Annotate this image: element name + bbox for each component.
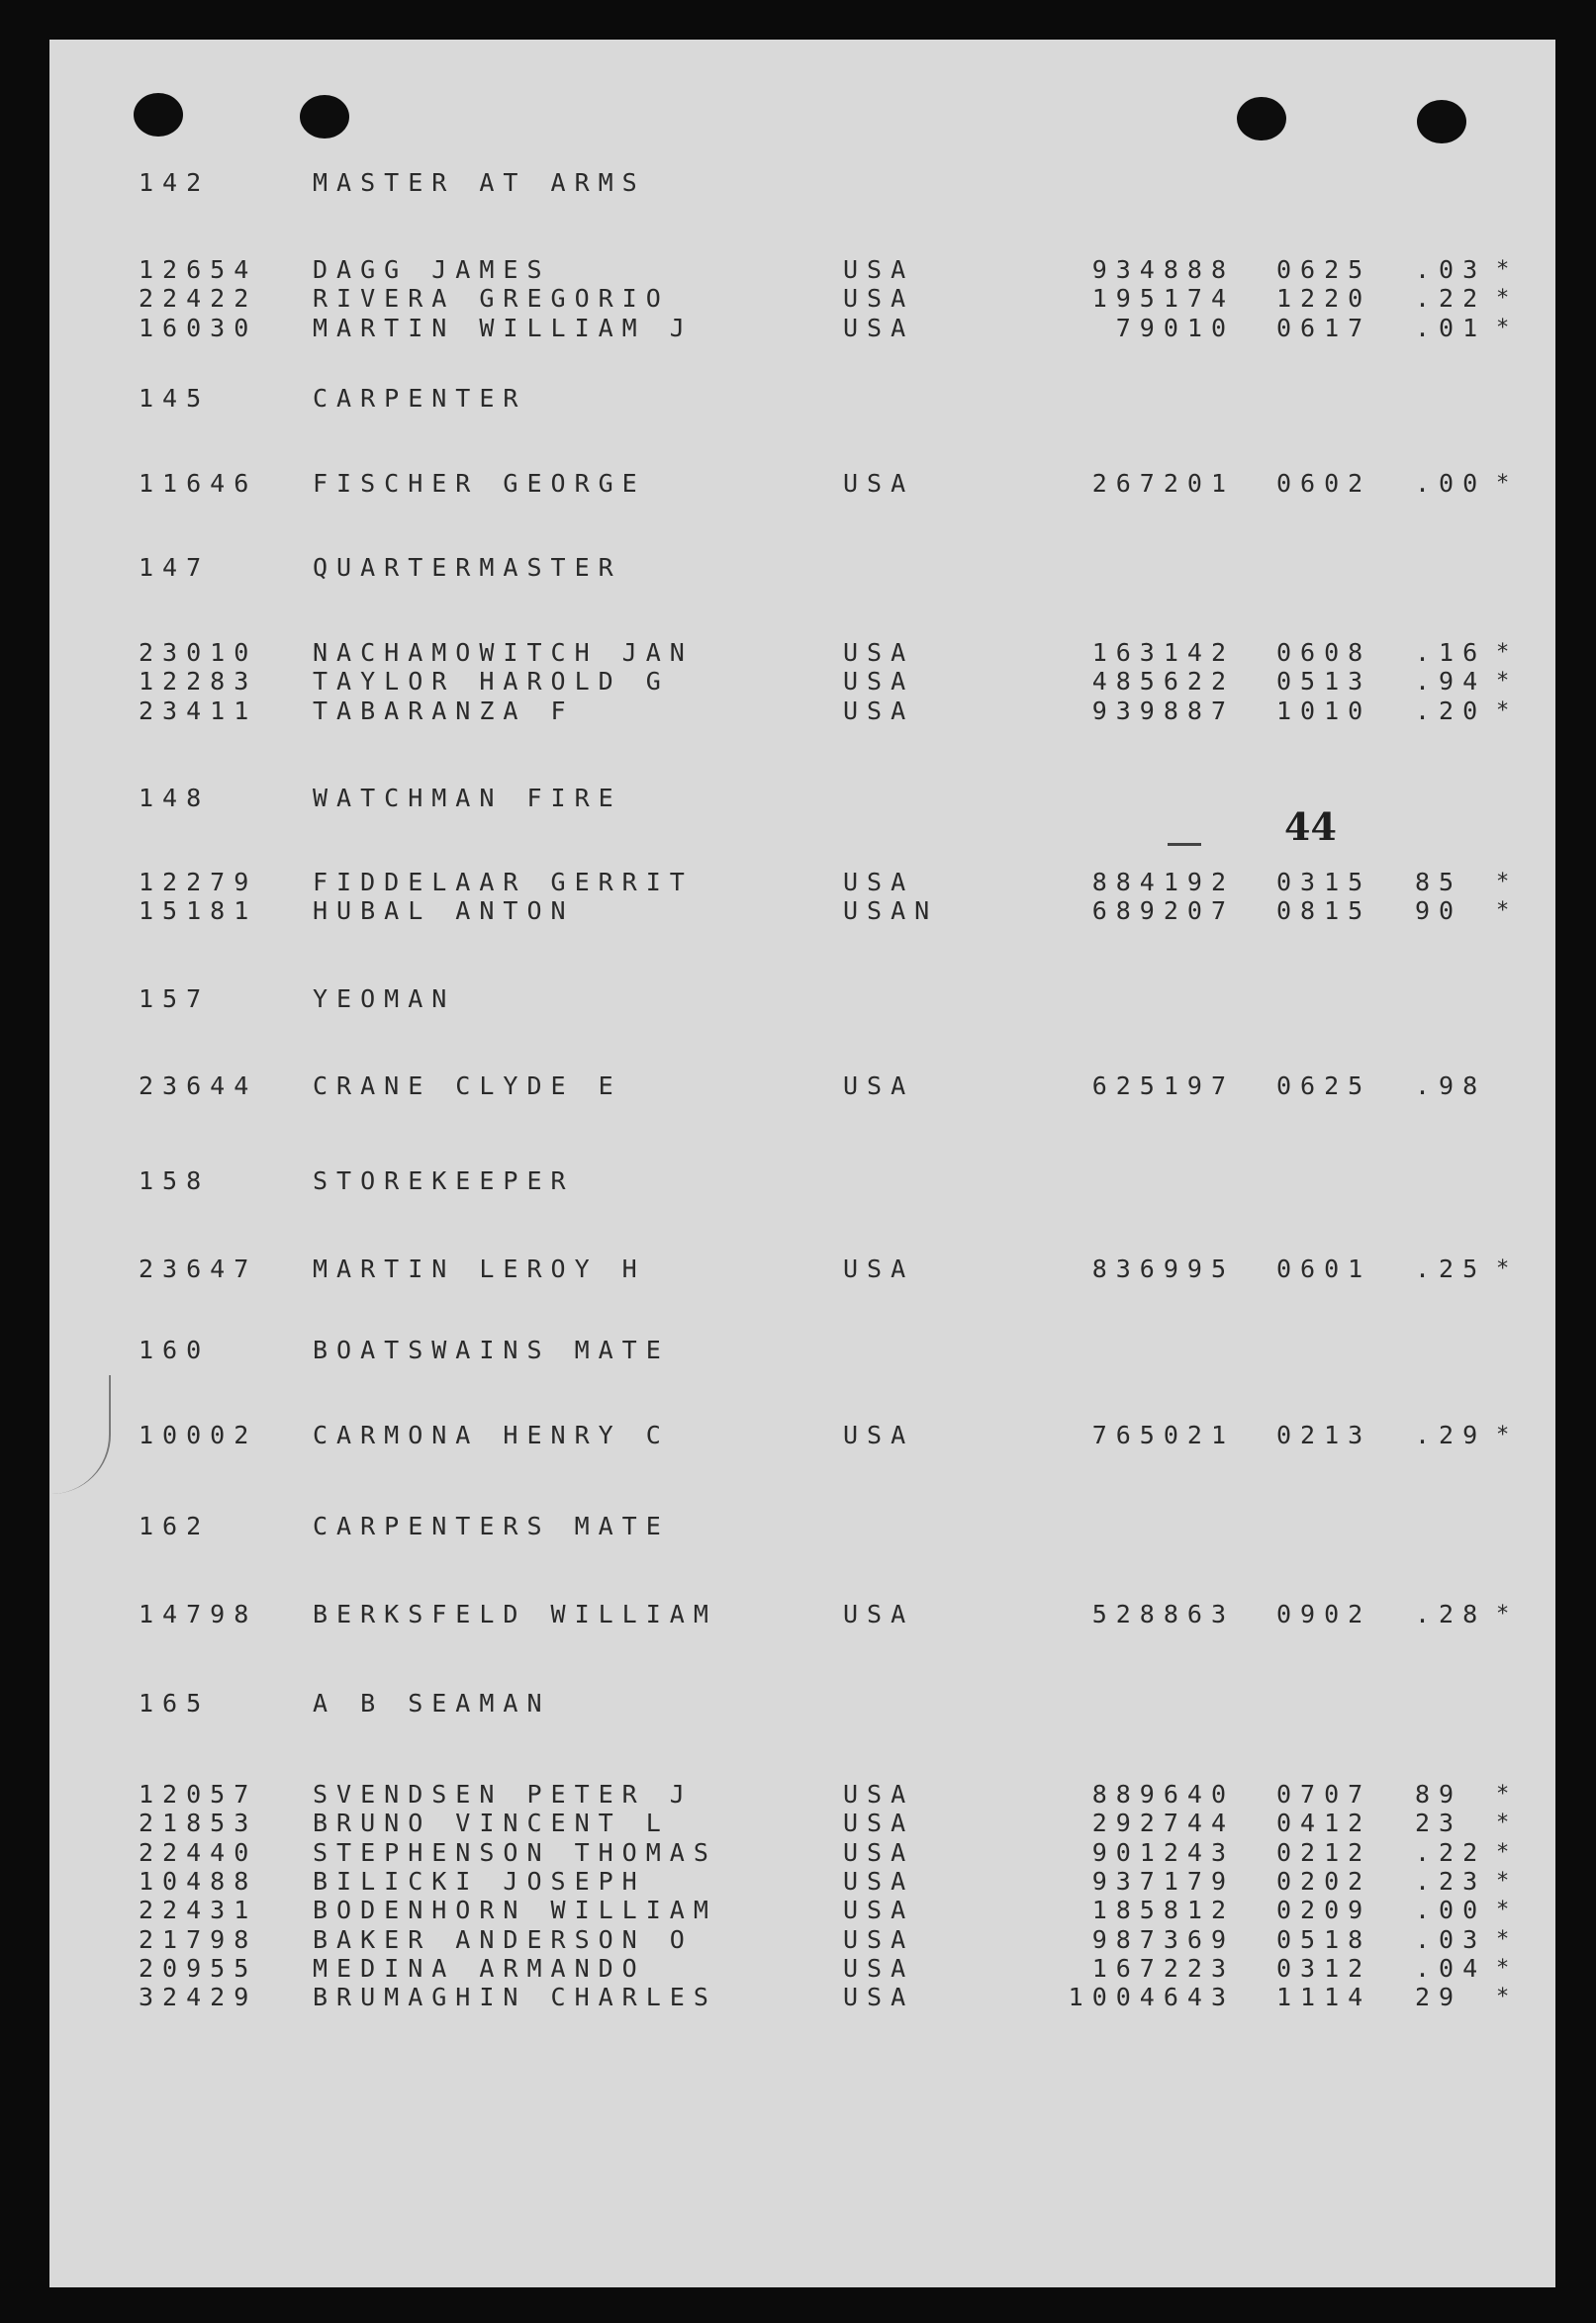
section-code: 148 — [139, 784, 211, 812]
punch-hole — [1417, 100, 1466, 143]
entry-citizenship: USA — [843, 1780, 915, 1809]
entry-rate: .00 — [1415, 469, 1487, 498]
entry-mark: * — [1496, 870, 1519, 894]
entry-name: DAGG JAMES — [313, 255, 551, 284]
entry-mark: * — [1496, 1256, 1519, 1281]
entry-rate: 85 — [1415, 868, 1463, 896]
entry-citizenship: USA — [843, 1896, 915, 1925]
entry-date: 0617 — [1276, 313, 1372, 342]
entry-id: 12654 — [139, 255, 258, 284]
entry-rate: .04 — [1415, 1953, 1487, 1983]
entry-name: BODENHORN WILLIAM — [313, 1896, 717, 1925]
entry-citizenship: USAN — [843, 896, 939, 926]
punch-hole — [300, 95, 349, 139]
entry-date: 0601 — [1276, 1254, 1372, 1283]
section-title: YEOMAN — [313, 984, 456, 1013]
section-title: MASTER AT ARMS — [313, 168, 646, 197]
entry-rate: 89 — [1415, 1780, 1463, 1809]
entry-id: 22431 — [139, 1896, 258, 1925]
entry-id: 16030 — [139, 313, 258, 342]
entry-date: 0707 — [1276, 1780, 1372, 1809]
entry-date: 0312 — [1276, 1953, 1372, 1983]
entry-id: 23647 — [139, 1254, 258, 1283]
section-code: 162 — [139, 1512, 211, 1540]
entry-id: 23010 — [139, 638, 258, 667]
entry-rate: 90 — [1415, 896, 1463, 926]
entry-date: 0625 — [1276, 255, 1372, 284]
entry-name: CARMONA HENRY C — [313, 1421, 670, 1449]
entry-number: 292744 — [1091, 1809, 1235, 1838]
entry-number: 765021 — [1091, 1421, 1235, 1449]
entry-number: 79010 — [1115, 313, 1235, 342]
section-title: A B SEAMAN — [313, 1689, 551, 1718]
entry-date: 0209 — [1276, 1896, 1372, 1925]
entry-id: 11646 — [139, 469, 258, 498]
entry-name: FIDDELAAR GERRIT — [313, 868, 694, 896]
page-edge-curl — [49, 1375, 111, 1494]
section-code: 165 — [139, 1689, 211, 1718]
entry-mark: * — [1496, 1811, 1519, 1836]
entry-rate: 23 — [1415, 1809, 1463, 1838]
entry-number: 167223 — [1091, 1953, 1235, 1983]
entry-id: 32429 — [139, 1983, 258, 2012]
entry-citizenship: USA — [843, 1983, 915, 2012]
entry-id: 10002 — [139, 1421, 258, 1449]
entry-name: BAKER ANDERSON O — [313, 1924, 694, 1954]
entry-date: 0625 — [1276, 1071, 1372, 1100]
entry-rate: 29 — [1415, 1983, 1463, 2012]
entry-citizenship: USA — [843, 255, 915, 284]
entry-date: 0815 — [1276, 896, 1372, 926]
entry-date: 0518 — [1276, 1924, 1372, 1954]
entry-mark: * — [1496, 1955, 1519, 1981]
entry-date: 1010 — [1276, 696, 1372, 725]
entry-name: RIVERA GREGORIO — [313, 284, 670, 314]
entry-name: SVENDSEN PETER J — [313, 1780, 694, 1809]
entry-citizenship: USA — [843, 284, 915, 314]
entry-name: BRUMAGHIN CHARLES — [313, 1983, 717, 2012]
entry-rate: .98 — [1415, 1071, 1487, 1100]
entry-number: 625197 — [1091, 1071, 1235, 1100]
entry-citizenship: USA — [843, 1866, 915, 1896]
entry-rate: .01 — [1415, 313, 1487, 342]
entry-mark: * — [1496, 898, 1519, 924]
entry-date: 1114 — [1276, 1983, 1372, 2012]
entry-name: MEDINA ARMANDO — [313, 1953, 646, 1983]
entry-citizenship: USA — [843, 667, 915, 697]
section-title: STOREKEEPER — [313, 1166, 575, 1195]
entry-rate: .25 — [1415, 1254, 1487, 1283]
entry-citizenship: USA — [843, 1600, 915, 1628]
section-code: 157 — [139, 984, 211, 1013]
entry-citizenship: USA — [843, 469, 915, 498]
entry-name: STEPHENSON THOMAS — [313, 1837, 717, 1867]
entry-id: 12283 — [139, 667, 258, 697]
entry-mark: * — [1496, 1926, 1519, 1952]
entry-citizenship: USA — [843, 1254, 915, 1283]
entry-citizenship: USA — [843, 1953, 915, 1983]
entry-number: 889640 — [1091, 1780, 1235, 1809]
entry-date: 0202 — [1276, 1866, 1372, 1896]
section-title: CARPENTERS MATE — [313, 1512, 670, 1540]
entry-citizenship: USA — [843, 1071, 915, 1100]
entry-name: BRUNO VINCENT L — [313, 1809, 670, 1838]
entry-citizenship: USA — [843, 313, 915, 342]
entry-mark: * — [1496, 1985, 1519, 2010]
entry-date: 0315 — [1276, 868, 1372, 896]
entry-citizenship: USA — [843, 1924, 915, 1954]
entry-rate: .03 — [1415, 1924, 1487, 1954]
entry-number: 901243 — [1091, 1837, 1235, 1867]
entry-number: 934888 — [1091, 255, 1235, 284]
entry-id: 10488 — [139, 1866, 258, 1896]
punch-hole — [134, 93, 183, 137]
entry-mark: * — [1496, 697, 1519, 723]
entry-mark: * — [1496, 1602, 1519, 1626]
section-code: 158 — [139, 1166, 211, 1195]
section-code: 160 — [139, 1336, 211, 1364]
entry-name: TABARANZA F — [313, 696, 575, 725]
section-title: WATCHMAN FIRE — [313, 784, 622, 812]
entry-date: 0213 — [1276, 1421, 1372, 1449]
entry-mark: * — [1496, 1898, 1519, 1923]
entry-citizenship: USA — [843, 1421, 915, 1449]
entry-date: 0513 — [1276, 667, 1372, 697]
section-title: CARPENTER — [313, 384, 527, 413]
entry-date: 0608 — [1276, 638, 1372, 667]
entry-rate: .16 — [1415, 638, 1487, 667]
entry-date: 1220 — [1276, 284, 1372, 314]
section-code: 142 — [139, 168, 211, 197]
punch-hole — [1237, 97, 1286, 140]
entry-id: 22440 — [139, 1837, 258, 1867]
entry-citizenship: USA — [843, 1837, 915, 1867]
entry-id: 21798 — [139, 1924, 258, 1954]
entry-name: MARTIN WILLIAM J — [313, 313, 694, 342]
entry-name: NACHAMOWITCH JAN — [313, 638, 694, 667]
entry-name: TAYLOR HAROLD G — [313, 667, 670, 697]
entry-rate: .29 — [1415, 1421, 1487, 1449]
entry-number: 937179 — [1091, 1866, 1235, 1896]
entry-name: FISCHER GEORGE — [313, 469, 646, 498]
entry-name: BILICKI JOSEPH — [313, 1866, 646, 1896]
entry-name: MARTIN LEROY H — [313, 1254, 646, 1283]
section-title: BOATSWAINS MATE — [313, 1336, 670, 1364]
entry-number: 195174 — [1091, 284, 1235, 314]
entry-mark: * — [1496, 640, 1519, 665]
entry-id: 15181 — [139, 896, 258, 926]
entry-mark: * — [1496, 315, 1519, 340]
entry-id: 22422 — [139, 284, 258, 314]
entry-rate: .94 — [1415, 667, 1487, 697]
entry-rate: .03 — [1415, 255, 1487, 284]
entry-mark: * — [1496, 1782, 1519, 1807]
entry-mark: * — [1496, 257, 1519, 282]
entry-date: 0412 — [1276, 1809, 1372, 1838]
entry-date: 0902 — [1276, 1600, 1372, 1628]
document-page — [49, 40, 1555, 2287]
section-title: QUARTERMASTER — [313, 553, 622, 582]
entry-name: BERKSFELD WILLIAM — [313, 1600, 717, 1628]
entry-id: 23644 — [139, 1071, 258, 1100]
entry-mark: * — [1496, 1868, 1519, 1894]
entry-id: 23411 — [139, 696, 258, 725]
section-code: 147 — [139, 553, 211, 582]
entry-number: 884192 — [1091, 868, 1235, 896]
entry-citizenship: USA — [843, 638, 915, 667]
entry-rate: .22 — [1415, 1837, 1487, 1867]
entry-rate: .00 — [1415, 1896, 1487, 1925]
entry-date: 0212 — [1276, 1837, 1372, 1867]
entry-number: 528863 — [1091, 1600, 1235, 1628]
entry-id: 14798 — [139, 1600, 258, 1628]
entry-number: 939887 — [1091, 696, 1235, 725]
entry-mark: * — [1496, 1839, 1519, 1865]
entry-name: HUBAL ANTON — [313, 896, 575, 926]
entry-id: 12057 — [139, 1780, 258, 1809]
page-number: 44 — [1284, 804, 1337, 849]
entry-rate: .28 — [1415, 1600, 1487, 1628]
entry-number: 836995 — [1091, 1254, 1235, 1283]
entry-name: CRANE CLYDE E — [313, 1071, 622, 1100]
stray-mark — [1168, 843, 1201, 846]
entry-rate: .22 — [1415, 284, 1487, 314]
entry-mark: * — [1496, 286, 1519, 312]
entry-number: 185812 — [1091, 1896, 1235, 1925]
entry-number: 689207 — [1091, 896, 1235, 926]
entry-citizenship: USA — [843, 1809, 915, 1838]
entry-mark: * — [1496, 1423, 1519, 1447]
entry-number: 1004643 — [1068, 1983, 1235, 2012]
entry-number: 267201 — [1091, 469, 1235, 498]
entry-mark: * — [1496, 669, 1519, 695]
entry-mark: * — [1496, 471, 1519, 496]
entry-rate: .23 — [1415, 1866, 1487, 1896]
entry-id: 12279 — [139, 868, 258, 896]
entry-id: 21853 — [139, 1809, 258, 1838]
entry-number: 163142 — [1091, 638, 1235, 667]
entry-citizenship: USA — [843, 868, 915, 896]
entry-rate: .20 — [1415, 696, 1487, 725]
entry-id: 20955 — [139, 1953, 258, 1983]
entry-number: 485622 — [1091, 667, 1235, 697]
entry-date: 0602 — [1276, 469, 1372, 498]
entry-number: 987369 — [1091, 1924, 1235, 1954]
section-code: 145 — [139, 384, 211, 413]
entry-citizenship: USA — [843, 696, 915, 725]
